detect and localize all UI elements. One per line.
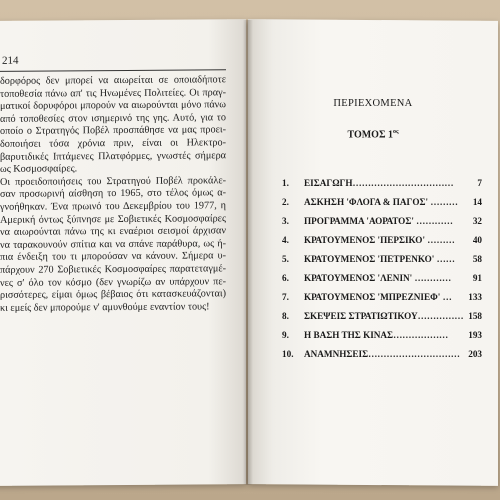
toc-entry-number: 9. xyxy=(282,330,289,340)
toc-entry-page: 133 xyxy=(468,292,482,302)
toc-entry-title: ΠΡΟΓΡΑΜΜΑ 'ΑΟΡΑΤΟΣ' ………… xyxy=(304,216,453,226)
body-line: Οι προειδοποιήσεις του Στρατηγού Ποβέλ προκάλε- xyxy=(0,175,226,188)
body-line: ρισσότερες, είμαι όμως βέβαιος ότι κατασκευάζονται) xyxy=(0,288,226,301)
toc-entry-number: 5. xyxy=(282,254,289,264)
toc-entry-page: 203 xyxy=(468,349,482,359)
toc-entry-title: ΚΡΑΤΟΥΜΕΝΟΣ 'ΛΕΝΙΝ' ………… xyxy=(304,273,452,283)
toc-entry-page: 58 xyxy=(472,254,482,264)
volume-label: ΤΟΜΟΣ 1 xyxy=(347,129,393,141)
toc-entry xyxy=(282,250,482,269)
toc-entry-page: 14 xyxy=(472,197,482,207)
body-line: δοποιήσει τόσα χρόνια πριν, είναι οι Ηλεκτρο- xyxy=(0,137,226,150)
body-line: κι εμείς δεν μπορούμε ν' αμυνθούμε εναντίον τους! xyxy=(0,301,210,314)
toc-entry-title: ΑΝΑΜΝΗΣΕΙΣ………………………… xyxy=(304,349,460,359)
toc-entry xyxy=(282,269,482,288)
body-line: από τοποθεσίες στον ισημερινό της γης. Αυτό, για το xyxy=(0,112,226,125)
toc-entry-number: 8. xyxy=(282,311,289,321)
body-line: ματικοί δορυφόροι μπορούν να αιωρούνται μόνο πάνω xyxy=(0,99,226,113)
header-rule xyxy=(0,69,226,72)
toc-entry-number: 2. xyxy=(282,197,289,207)
toc-entry xyxy=(282,231,482,250)
body-line: δορφόρος δεν μπορεί να αιωρείται σε οποιαδήποτε xyxy=(0,74,226,87)
toc-entry-number: 6. xyxy=(282,273,289,283)
body-line: βαρυτιδικές Ιπτάμενες Πλατφόρμες, γνωστές σήμερα xyxy=(0,149,226,163)
body-line: να αιωρούνται πάνω της κι εναέριοι σεισμοί άρχισαν xyxy=(0,225,226,238)
toc-entry-number: 7. xyxy=(282,292,289,302)
toc-entry-page: 158 xyxy=(468,311,482,321)
body-line: πια ένδειξη του τι μπορούσαν να κάνουν. Σήμερα υ- xyxy=(0,250,226,264)
toc-entry-page: 32 xyxy=(472,216,482,226)
toc-entry-number: 3. xyxy=(282,216,289,226)
body-line: πάρχουν 270 Σοβιετικές Κοσμοσφαίρες παρατεταγμέ- xyxy=(0,263,226,276)
page-number: 214 xyxy=(2,54,19,67)
volume-heading xyxy=(248,129,498,140)
toc-entry-number: 4. xyxy=(282,235,289,245)
toc-entry-title: ΕΙΣΑΓΩΓΗ…………………………… xyxy=(304,178,454,188)
toc-entry-title: ΣΚΕΨΕΙΣ ΣΤΡΑΤΙΩΤΙΚΟΥ…………… xyxy=(304,311,464,321)
toc-entry xyxy=(282,212,482,231)
toc-entry xyxy=(282,288,482,307)
toc-entry-page: 91 xyxy=(472,273,482,283)
toc-entry xyxy=(282,174,482,193)
body-text xyxy=(0,74,226,315)
body-line: ως Κοσμοσφαίρες. xyxy=(0,163,78,175)
toc-entry xyxy=(282,326,482,345)
toc-entry-title: Η ΒΑΣΗ ΤΗΣ ΚΙΝΑΣ……………… xyxy=(304,330,449,340)
toc-entry-page: 7 xyxy=(477,178,482,188)
toc-entry-number: 1. xyxy=(282,178,289,188)
body-line: νες σ' όλο τον κόσμο (δεν γνωρίζω αν υπάρχουν πε- xyxy=(0,275,226,289)
toc-entry-number: 10. xyxy=(282,349,294,359)
contents-title: ΠΕΡΙΕΧΟΜΕΝΑ xyxy=(333,98,413,109)
open-book xyxy=(0,20,500,490)
left-page xyxy=(0,19,246,486)
toc-entry-title: ΚΡΑΤΟΥΜΕΝΟΣ 'ΜΠΡΕΖΝΙΕΦ' … xyxy=(304,292,452,302)
body-line: γνοήθηκαν. Ένα πρωινό του Δεκεμβρίου του 1977, η xyxy=(0,200,226,213)
toc-list xyxy=(282,174,482,364)
body-line: σαν προσωρινή αίσθηση το 1965, στο τέλος όμως α- xyxy=(0,187,226,201)
body-line: να ταρακουνούν σπίτια και να σπάνε παράθυρα, ως ή- xyxy=(0,237,226,251)
toc-entry-title: ΚΡΑΤΟΥΜΕΝΟΣ 'ΠΕΡΣΙΚΟ' ……… xyxy=(304,235,455,245)
toc-entry-title: ΚΡΑΤΟΥΜΕΝΟΣ 'ΠΕΤΡΕΝΚΟ' …… xyxy=(304,254,455,264)
book-gutter xyxy=(243,20,253,485)
toc-entry-page: 193 xyxy=(468,330,482,340)
toc-entry-page: 40 xyxy=(472,235,482,245)
body-line: τοποθεσία πάνω απ' τις Ηνωμένες Πολιτείες. Οι πραγ- xyxy=(0,86,226,100)
toc-entry xyxy=(282,193,482,212)
body-line: Αμερική όντως ξύπνησε με Σοβιετικές Κοσμοσφαίρες xyxy=(0,212,226,226)
toc-entry-title: ΑΣΚΗΣΗ 'ΦΛΟΓΑ & ΠΑΓΟΣ' ……… xyxy=(304,197,458,207)
volume-ordinal: ος xyxy=(393,129,399,135)
toc-entry xyxy=(282,345,482,364)
toc-entry xyxy=(282,307,482,326)
body-line: οποίο ο Στρατηγός Ποβέλ προσπάθησε να μας προει- xyxy=(0,124,226,138)
